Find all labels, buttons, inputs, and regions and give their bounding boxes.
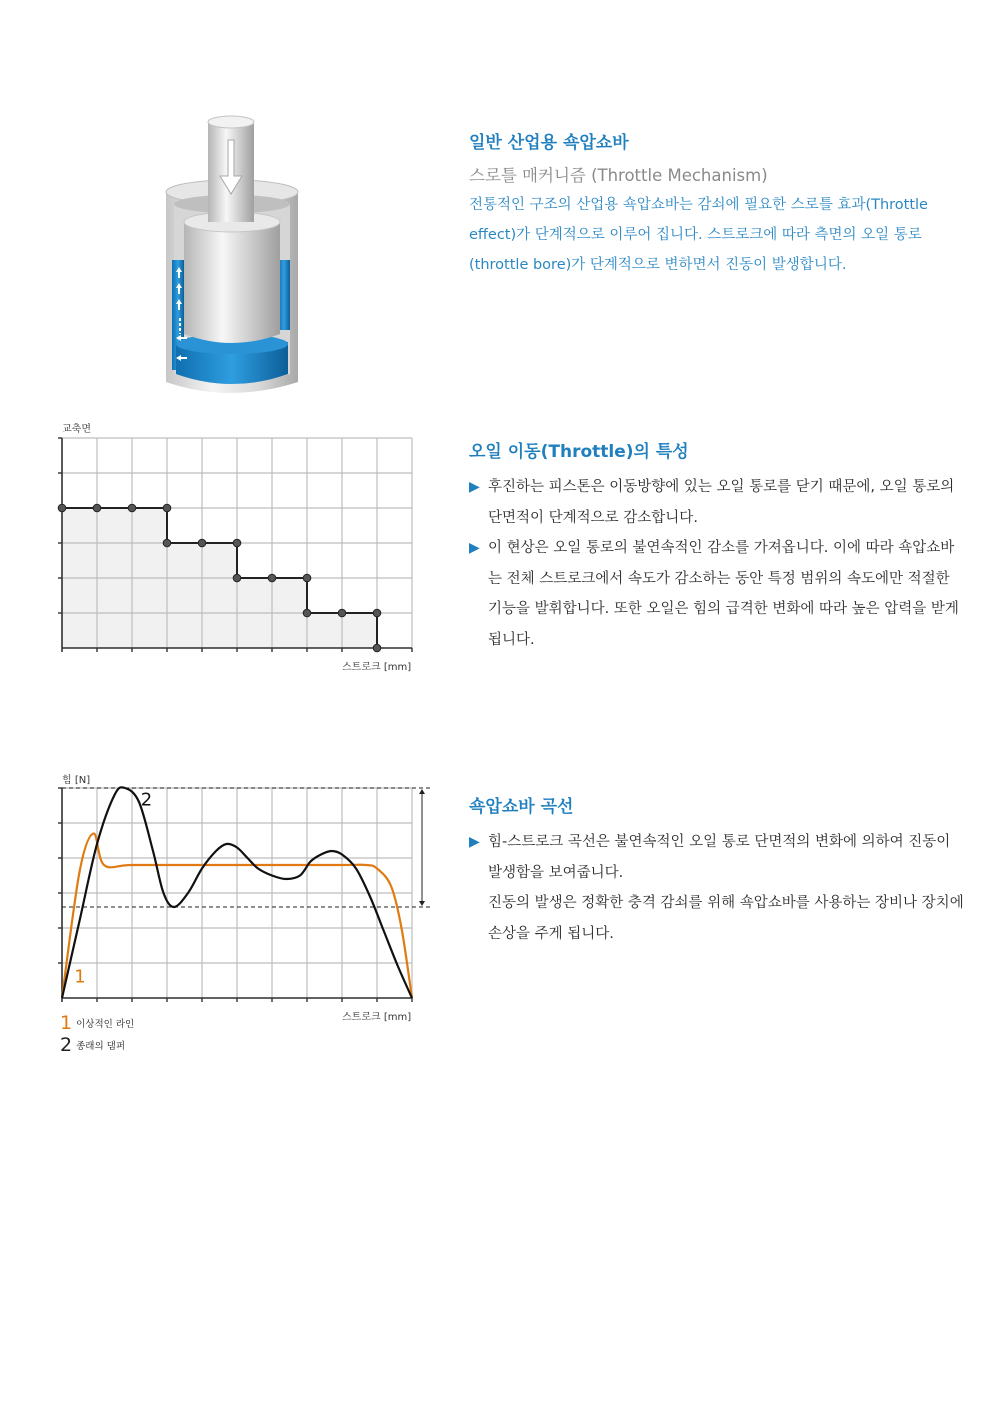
legend-item-ideal: 1 이상적인 라인 <box>60 1012 135 1034</box>
chart1-ylabel: 교축면 <box>62 424 91 435</box>
data-point <box>163 504 171 512</box>
data-point <box>303 609 311 617</box>
shock-absorber-cutaway-icon <box>160 112 305 402</box>
data-point <box>128 504 136 512</box>
legend-number: 2 <box>60 1034 73 1056</box>
data-point <box>233 574 241 582</box>
curve-label-2: 2 <box>140 789 153 811</box>
section-throttle-characteristics <box>469 437 964 655</box>
section-subtitle: 스로틀 매커니즘 (Throttle Mechanism) <box>469 166 768 185</box>
paragraph: 진동의 발생은 정확한 충격 감쇠를 위해 쇽압쇼바를 사용하는 장비나 장치에 손상을 주게 됩니다. <box>488 895 964 942</box>
data-point <box>198 539 206 547</box>
section-title: 일반 산업용 쇽압쇼바 <box>469 133 629 153</box>
data-point <box>373 644 381 652</box>
chart2-ylabel: 힘 [N] <box>62 775 91 786</box>
legend-number: 1 <box>60 1012 73 1034</box>
chart-force-stroke <box>52 782 442 1012</box>
section-title: 쇽압쇼바 곡선 <box>469 797 574 817</box>
data-point <box>338 609 346 617</box>
data-point <box>268 574 276 582</box>
data-point <box>58 504 66 512</box>
section-general-shock-absorber <box>469 128 969 280</box>
section-title: 오일 이동(Throttle)의 특성 <box>469 442 689 462</box>
legend-item-conventional: 2 종래의 댐퍼 <box>60 1034 125 1056</box>
curve-label-1: 1 <box>74 966 86 988</box>
data-point <box>373 609 381 617</box>
bullet-triangle-icon: ▶ <box>469 834 480 850</box>
chart-throttle-area <box>52 432 422 662</box>
bullet-item: ▶ 후진하는 피스톤은 이동방향에 있는 오일 통로를 닫기 때문에, 오일 통로의 단면적이 단계적으로 감소합니다. <box>469 472 964 533</box>
data-point <box>303 574 311 582</box>
data-point <box>233 539 241 547</box>
bullet-triangle-icon: ▶ <box>469 540 480 556</box>
data-point <box>163 539 171 547</box>
bullet-triangle-icon: ▶ <box>469 479 480 495</box>
section-description: 전통적인 구조의 산업용 쇽압쇼바는 감쇠에 필요한 스로틀 효과(Throttle effect)가 단계적으로 이루어 집니다. 스트로크에 따라 측면의 오일 통로(throttle bore)가 단계적으로 변하면서 진동이 발생합니다. <box>469 197 928 273</box>
section-shock-absorber-curve <box>469 792 964 949</box>
data-point <box>93 504 101 512</box>
bullet-item: ▶ 힘-스트로크 곡선은 불연속적인 오일 통로 단면적의 변화에 의하여 진동이 발생함을 보여줍니다. <box>469 827 964 888</box>
chart1-xlabel: 스트로크 [mm] <box>342 662 412 673</box>
chart2-xlabel: 스트로크 [mm] <box>342 1012 412 1023</box>
range-arrow-head-down <box>419 901 425 906</box>
range-arrow-head-up <box>419 789 425 794</box>
bullet-item: ▶ 이 현상은 오일 통로의 불연속적인 감소를 가져옵니다. 이에 따라 쇽압쇼바는 전체 스트로크에서 속도가 감소하는 동안 특정 범위의 속도에만 적절한 기능을 발휘합니다. 또한 오일은 힘의 급격한 변화에 따라 높은 압력을 받게 됩니다. <box>469 533 964 655</box>
shock-absorber-illustration <box>160 112 305 402</box>
